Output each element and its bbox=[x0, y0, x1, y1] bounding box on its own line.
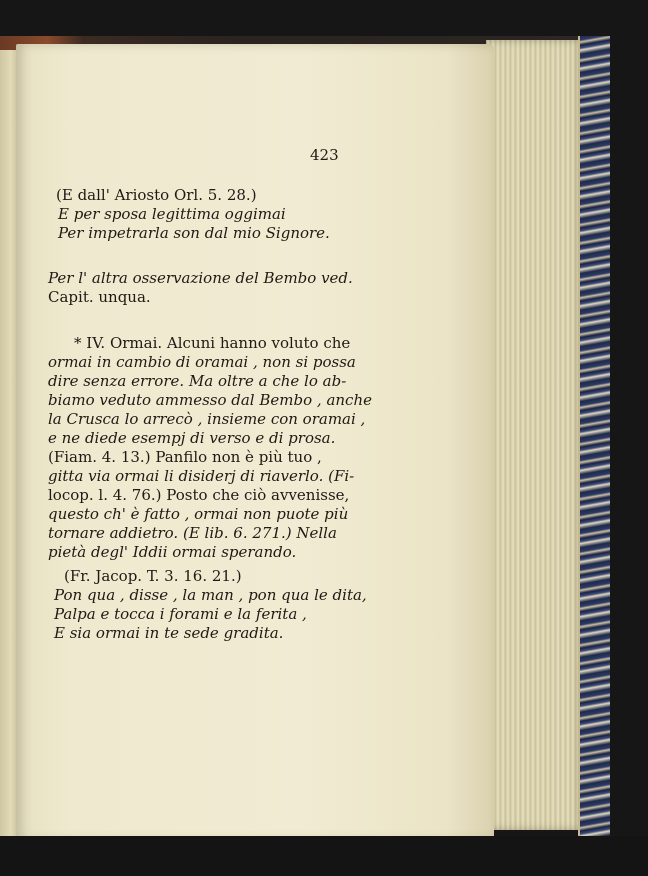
entry-line: e ne diede esempj di verso e di prosa. bbox=[48, 429, 336, 447]
marbled-cover-edge bbox=[578, 36, 610, 836]
entry-line: (Fiam. 4. 13.) Panfilo non è più tuo , bbox=[48, 448, 322, 466]
entry-line: * IV. Ormai. Alcuni hanno voluto che bbox=[74, 334, 351, 352]
quote-line: E sia ormai in te sede gradita. bbox=[54, 624, 284, 642]
entry-line: locop. l. 4. 76.) Posto che ciò avvenisse, bbox=[48, 486, 350, 504]
quote-line: (Fr. Jacop. T. 3. 16. 21.) bbox=[64, 567, 242, 585]
background-shadow bbox=[0, 836, 648, 876]
quote-line: E per sposa legittima oggimai bbox=[58, 205, 286, 223]
entry-line: la Crusca lo arrecò , insieme con oramai , bbox=[48, 410, 366, 428]
note-line: Capit. unqua. bbox=[48, 288, 151, 306]
entry-ormai bbox=[48, 334, 372, 562]
entry-line: gitta via ormai li disiderj di riaverlo. (Fi- bbox=[48, 467, 355, 485]
page-stack bbox=[486, 40, 583, 830]
quote-line: Pon qua , disse , la man , pon qua le dita, bbox=[54, 586, 367, 604]
entry-line: pietà degl' Iddii ormai sperando. bbox=[48, 543, 297, 561]
entry-line: ormai in cambio di oramai , non si possa bbox=[48, 353, 356, 371]
entry-line: dire senza errore. Ma oltre a che lo ab- bbox=[48, 372, 347, 390]
entry-line: tornare addietro. (E lib. 6. 271.) Nella bbox=[48, 524, 337, 542]
entry-line: questo ch' è fatto , ormai non puote più bbox=[48, 505, 349, 523]
quote-line: Per impetrarla son dal mio Signore. bbox=[58, 224, 330, 242]
quote-jacopone bbox=[48, 567, 367, 643]
entry-line: biamo veduto ammesso dal Bembo , anche bbox=[48, 391, 372, 409]
quote-ariosto bbox=[48, 186, 330, 243]
quote-line: Palpa e tocca i forami e la ferita , bbox=[54, 605, 307, 623]
note-line: Per l' altra osservazione del Bembo ved. bbox=[48, 269, 353, 287]
page-number: 423 bbox=[310, 146, 339, 164]
note-bembo bbox=[48, 269, 353, 307]
quote-line: (E dall' Ariosto Orl. 5. 28.) bbox=[56, 186, 257, 204]
